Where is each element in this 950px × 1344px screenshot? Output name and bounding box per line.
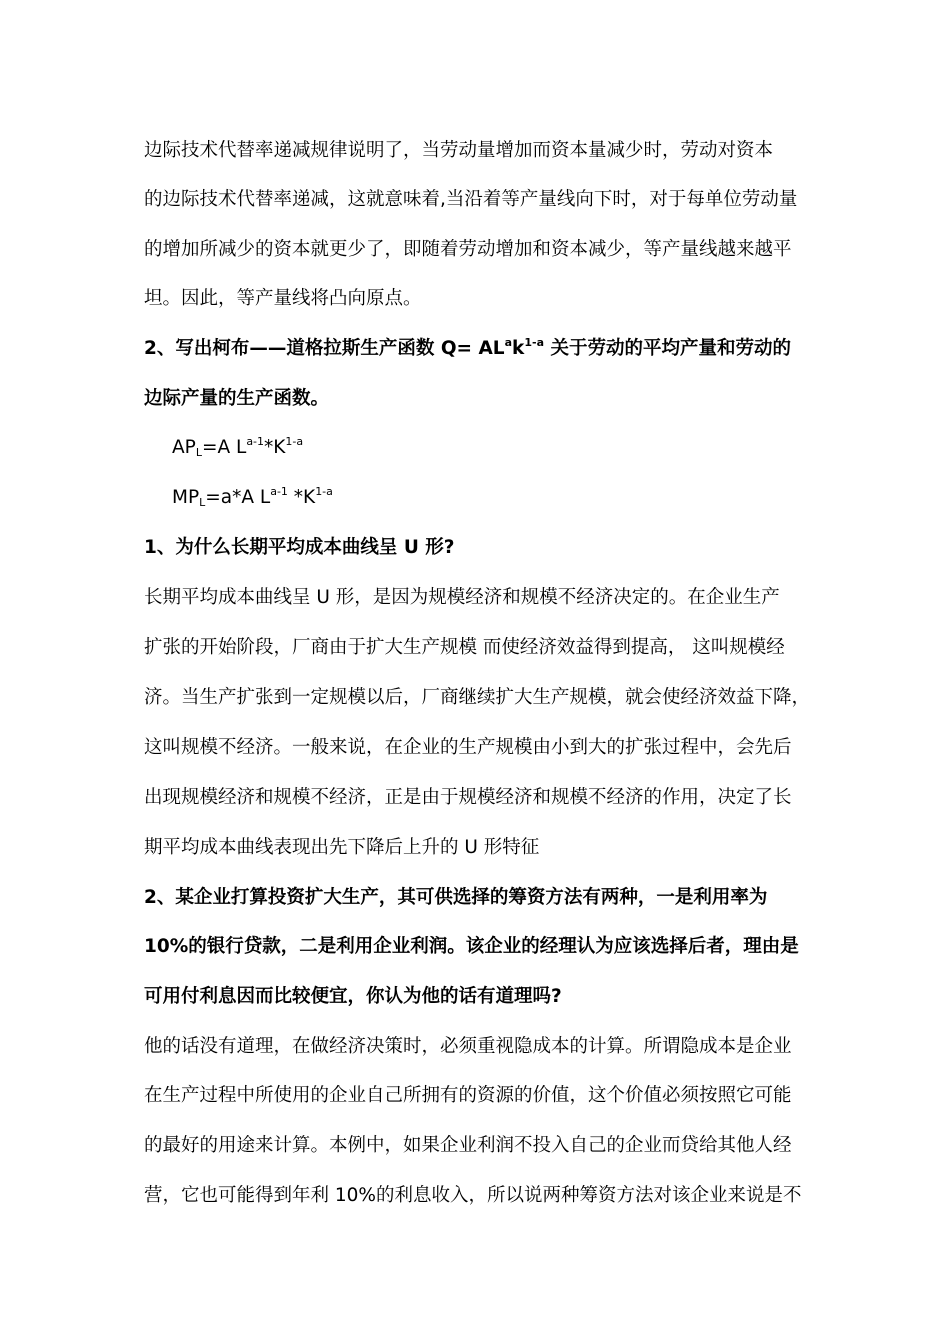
paragraph-line: 济。当生产扩张到一定规模以后，厂商继续扩大生产规模，就会使经济效益下降， bbox=[144, 687, 811, 708]
subscript: L bbox=[195, 446, 202, 459]
formula-text: =a*A L bbox=[205, 487, 271, 508]
superscript: 1-a bbox=[315, 485, 333, 498]
superscript: a-1 bbox=[246, 435, 265, 448]
superscript: 1-a bbox=[524, 336, 544, 349]
question-text: 2、写出柯布——道格拉斯生产函数 Q= AL bbox=[144, 338, 505, 359]
formula-text: *K bbox=[287, 487, 316, 508]
subscript: L bbox=[199, 496, 206, 509]
paragraph-line: 扩张的开始阶段，厂商由于扩大生产规模 而使经济效益得到提高， 这叫规模经 bbox=[144, 637, 785, 658]
question-text: 关于劳动的平均产量和劳动的 bbox=[544, 338, 791, 359]
paragraph-line: 坦。因此，等产量线将凸向原点。 bbox=[144, 288, 422, 309]
paragraph-line: 期平均成本曲线表现出先下降后上升的 U 形特征 bbox=[144, 837, 540, 858]
superscript: a-1 bbox=[270, 485, 288, 498]
formula-mp bbox=[172, 485, 333, 511]
superscript: 1-a bbox=[285, 435, 304, 448]
paragraph-line: 的最好的用途来计算。本例中，如果企业利润不投入自己的企业而贷给其他人经 bbox=[144, 1135, 792, 1156]
paragraph-line: 在生产过程中所使用的企业自己所拥有的资源的价值，这个价值必须按照它可能 bbox=[144, 1085, 792, 1106]
question-text: k bbox=[512, 338, 525, 359]
question-heading: 边际产量的生产函数。 bbox=[144, 388, 330, 409]
formula-text: =A L bbox=[201, 437, 247, 458]
paragraph-line: 的增加所减少的资本就更少了，即随着劳动增加和资本减少，等产量线越来越平 bbox=[144, 239, 792, 260]
paragraph-line: 他的话没有道理，在做经济决策时，必须重视隐成本的计算。所谓隐成本是企业 bbox=[144, 1036, 792, 1057]
superscript: a bbox=[504, 336, 513, 349]
paragraph-line: 营，它也可能得到年利 10%的利息收入，所以说两种筹资方法对该企业来说是不 bbox=[144, 1185, 802, 1206]
formula-text: AP bbox=[172, 437, 196, 458]
question-heading: 可用付利息因而比较便宜，你认为他的话有道理吗? bbox=[144, 986, 562, 1007]
paragraph-line: 出现规模经济和规模不经济，正是由于规模经济和规模不经济的作用，决定了长 bbox=[144, 787, 792, 808]
paragraph-line: 边际技术代替率递减规律说明了，当劳动量增加而资本量减少时，劳动对资本 bbox=[144, 140, 774, 161]
question-heading bbox=[144, 336, 791, 362]
formula-text: *K bbox=[264, 437, 286, 458]
paragraph-line: 这叫规模不经济。一般来说，在企业的生产规模由小到大的扩张过程中，会先后 bbox=[144, 737, 792, 758]
formula-ap bbox=[172, 435, 303, 461]
paragraph-line: 的边际技术代替率递减，这就意味着,当沿着等产量线向下时，对于每单位劳动量 bbox=[144, 189, 798, 210]
formula-text: MP bbox=[172, 487, 200, 508]
question-heading: 1、为什么长期平均成本曲线呈 U 形? bbox=[144, 537, 455, 558]
paragraph-line: 长期平均成本曲线呈 U 形，是因为规模经济和规模不经济决定的。在企业生产 bbox=[144, 587, 780, 608]
question-heading: 2、某企业打算投资扩大生产，其可供选择的筹资方法有两种，一是利用率为 bbox=[144, 887, 768, 908]
question-heading: 10%的银行贷款，二是利用企业利润。该企业的经理认为应该选择后者，理由是 bbox=[144, 936, 799, 957]
